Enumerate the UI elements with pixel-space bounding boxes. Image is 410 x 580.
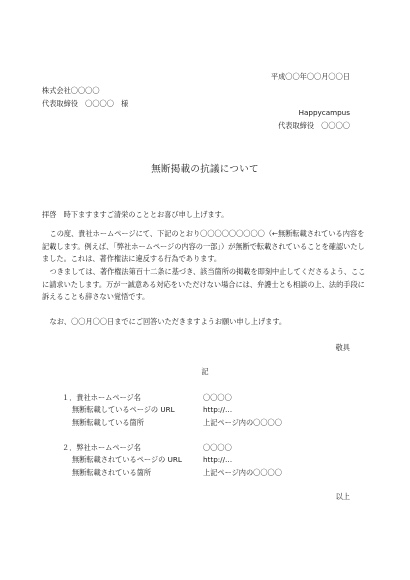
item1-url-label: 無断転載しているページの URL <box>72 405 175 414</box>
body-paragraph-2: つきましては、著作権法第百十二条に基づき、該当箇所の掲載を即刻中止してくださるよう、ここに請求いたします。万が一誠意ある対応をいただけない場合には、弁護士とも相談の上、法的手段に訴えることも辞さない覚悟です。 <box>42 267 366 301</box>
closing-keigu: 敬具 <box>335 343 350 352</box>
item2-number-label: ２．弊社ホームページ名 <box>62 443 141 452</box>
item1-location-value: 上記ページ内の〇〇〇〇 <box>203 418 282 427</box>
letter-title: 無断掲載の抗議について <box>151 164 259 175</box>
item1-number-label: １．貴社ホームページ名 <box>62 393 141 402</box>
greeting: 拝啓 時下ますますご清栄のこととお喜び申し上げます。 <box>42 210 229 219</box>
recipient-person: 代表取締役 〇〇〇〇 様 <box>42 99 129 108</box>
item2-url-value: http://… <box>203 455 233 464</box>
item1-location-label: 無断転載している箇所 <box>72 418 144 427</box>
item2-location-value: 上記ページ内の〇〇〇〇 <box>203 468 282 477</box>
item2-number-value: 〇〇〇〇 <box>203 443 232 452</box>
sender-company: Happycampus <box>298 108 350 117</box>
ki-heading: 記 <box>201 367 209 376</box>
sender-person: 代表取締役 〇〇〇〇 <box>278 121 350 130</box>
letter-date: 平成〇〇年〇〇月〇〇日 <box>270 72 350 81</box>
item1-number-value: 〇〇〇〇 <box>203 393 232 402</box>
recipient-company: 株式会社〇〇〇〇 <box>42 86 100 95</box>
item1-url-value: http://… <box>203 405 233 414</box>
end-mark-ijou: 以上 <box>335 492 350 501</box>
body-paragraph-1: この度、貴社ホームページにて、下記のとおり〇〇〇〇〇〇〇〇〇（←無断転載されている内容を記載します。例えば、「弊社ホームページの内容の一部」）が無断で転載されていることを確認いたしました。これは、著作権法に違反する行為であります。 <box>42 229 365 263</box>
item2-url-label: 無断転載されているページの URL <box>72 455 182 464</box>
item2-location-label: 無断転載されている箇所 <box>72 468 152 477</box>
body-paragraph-3: なお、〇〇月〇〇日までにご回答いただきますようお願い申し上げます。 <box>49 317 287 326</box>
